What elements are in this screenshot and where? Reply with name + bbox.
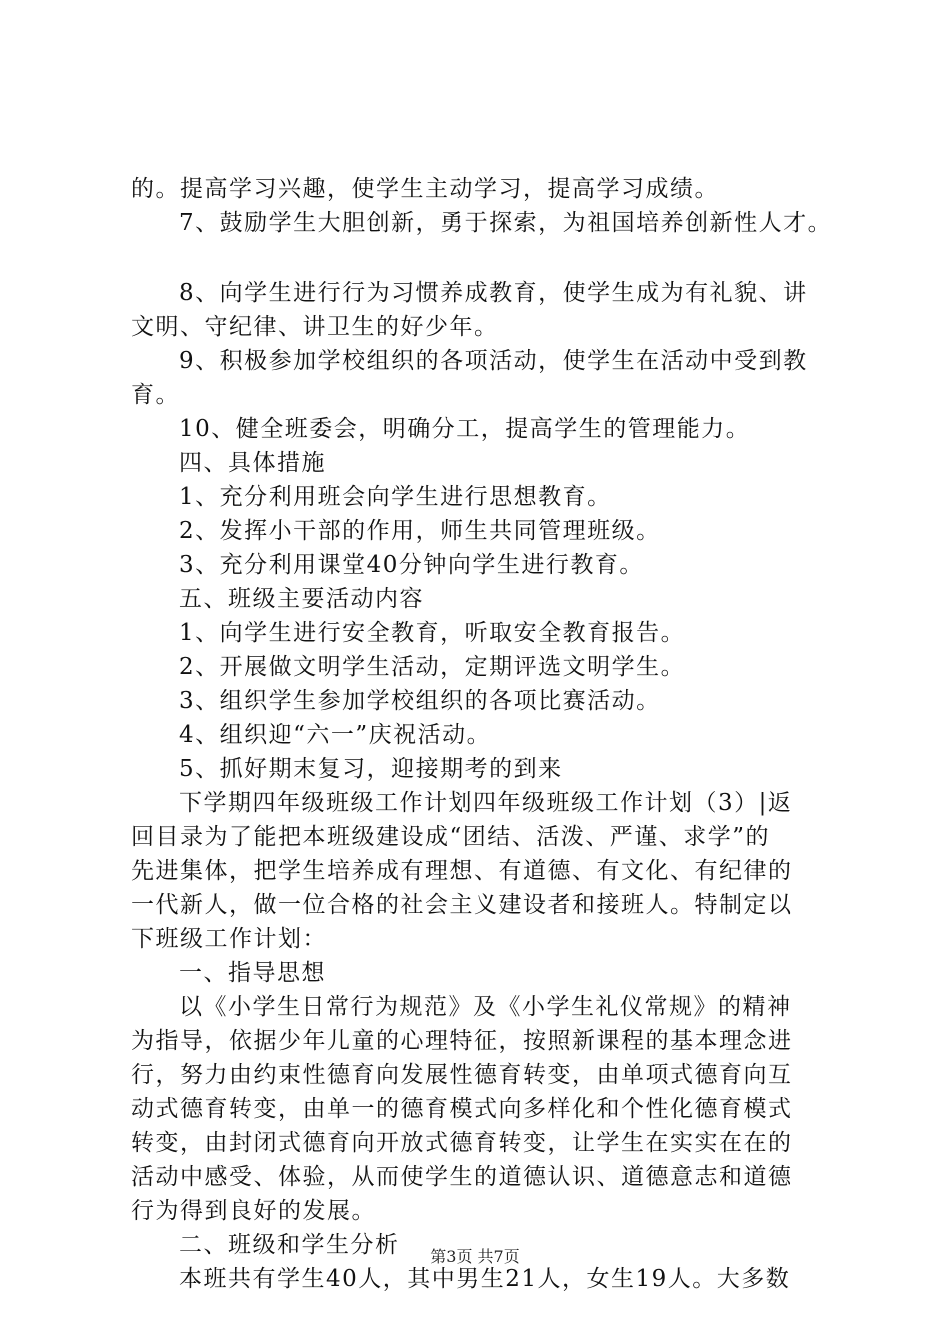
text-line: 活动中感受、体验，从而使学生的道德认识、道德意志和道德 <box>131 1164 793 1190</box>
text-line: 以《小学生日常行为规范》及《小学生礼仪常规》的精神 <box>179 994 792 1020</box>
text-line: 回目录为了能把本班级建设成“团结、活泼、严谨、求学”的 <box>131 824 771 850</box>
text-line: 7、鼓励学生大胆创新，勇于探索，为祖国培养创新性人才。 <box>179 210 833 236</box>
text-line: 2、发挥小干部的作用，师生共同管理班级。 <box>179 518 661 544</box>
text-line: 文明、守纪律、讲卫生的好少年。 <box>131 314 499 340</box>
section-heading: 四、具体措施 <box>179 450 326 476</box>
text-line: 3、组织学生参加学校组织的各项比赛活动。 <box>179 688 661 714</box>
section-heading: 五、班级主要活动内容 <box>179 586 424 612</box>
text-line: 9、积极参加学校组织的各项活动，使学生在活动中受到教 <box>179 348 808 374</box>
text-line: 为指导，依据少年儿童的心理特征，按照新课程的基本理念进 <box>131 1028 793 1054</box>
text-line: 育。 <box>131 382 180 408</box>
page-number-footer: 第3页 共7页 <box>430 1247 520 1266</box>
document-body <box>131 172 851 1296</box>
text-line: 4、组织迎“六一”庆祝活动。 <box>179 722 492 748</box>
section-heading: 一、指导思想 <box>179 960 326 986</box>
text-line: 转变，由封闭式德育向开放式德育转变，让学生在实实在在的 <box>131 1130 793 1156</box>
section-heading: 二、班级和学生分析 <box>179 1232 400 1258</box>
text-line: 先进集体，把学生培养成有理想、有道德、有文化、有纪律的 <box>131 858 793 884</box>
text-line: 本班共有学生40人，其中男生21人，女生19人。大多数 <box>179 1266 791 1292</box>
text-line: 1、充分利用班会向学生进行思想教育。 <box>179 484 612 510</box>
blank-line <box>131 240 851 276</box>
text-line: 8、向学生进行行为习惯养成教育，使学生成为有礼貌、讲 <box>179 280 808 306</box>
text-line: 3、充分利用课堂40分钟向学生进行教育。 <box>179 552 644 578</box>
text-line: 5、抓好期末复习，迎接期考的到来 <box>179 756 563 782</box>
text-line: 一代新人，做一位合格的社会主义建设者和接班人。特制定以 <box>131 892 793 918</box>
text-line: 1、向学生进行安全教育，听取安全教育报告。 <box>179 620 686 646</box>
text-line: 行为得到良好的发展。 <box>131 1198 376 1224</box>
text-line: 10、健全班委会，明确分工，提高学生的管理能力。 <box>179 416 751 442</box>
text-line: 行，努力由约束性德育向发展性德育转变，由单项式德育向互 <box>131 1062 793 1088</box>
text-line: 下班级工作计划： <box>131 926 327 952</box>
text-line: 的。提高学习兴趣，使学生主动学习，提高学习成绩。 <box>131 176 719 202</box>
text-line: 下学期四年级班级工作计划四年级班级工作计划（3）|返 <box>179 790 793 816</box>
text-line: 动式德育转变，由单一的德育模式向多样化和个性化德育模式 <box>131 1096 793 1122</box>
text-line: 2、开展做文明学生活动，定期评选文明学生。 <box>179 654 686 680</box>
